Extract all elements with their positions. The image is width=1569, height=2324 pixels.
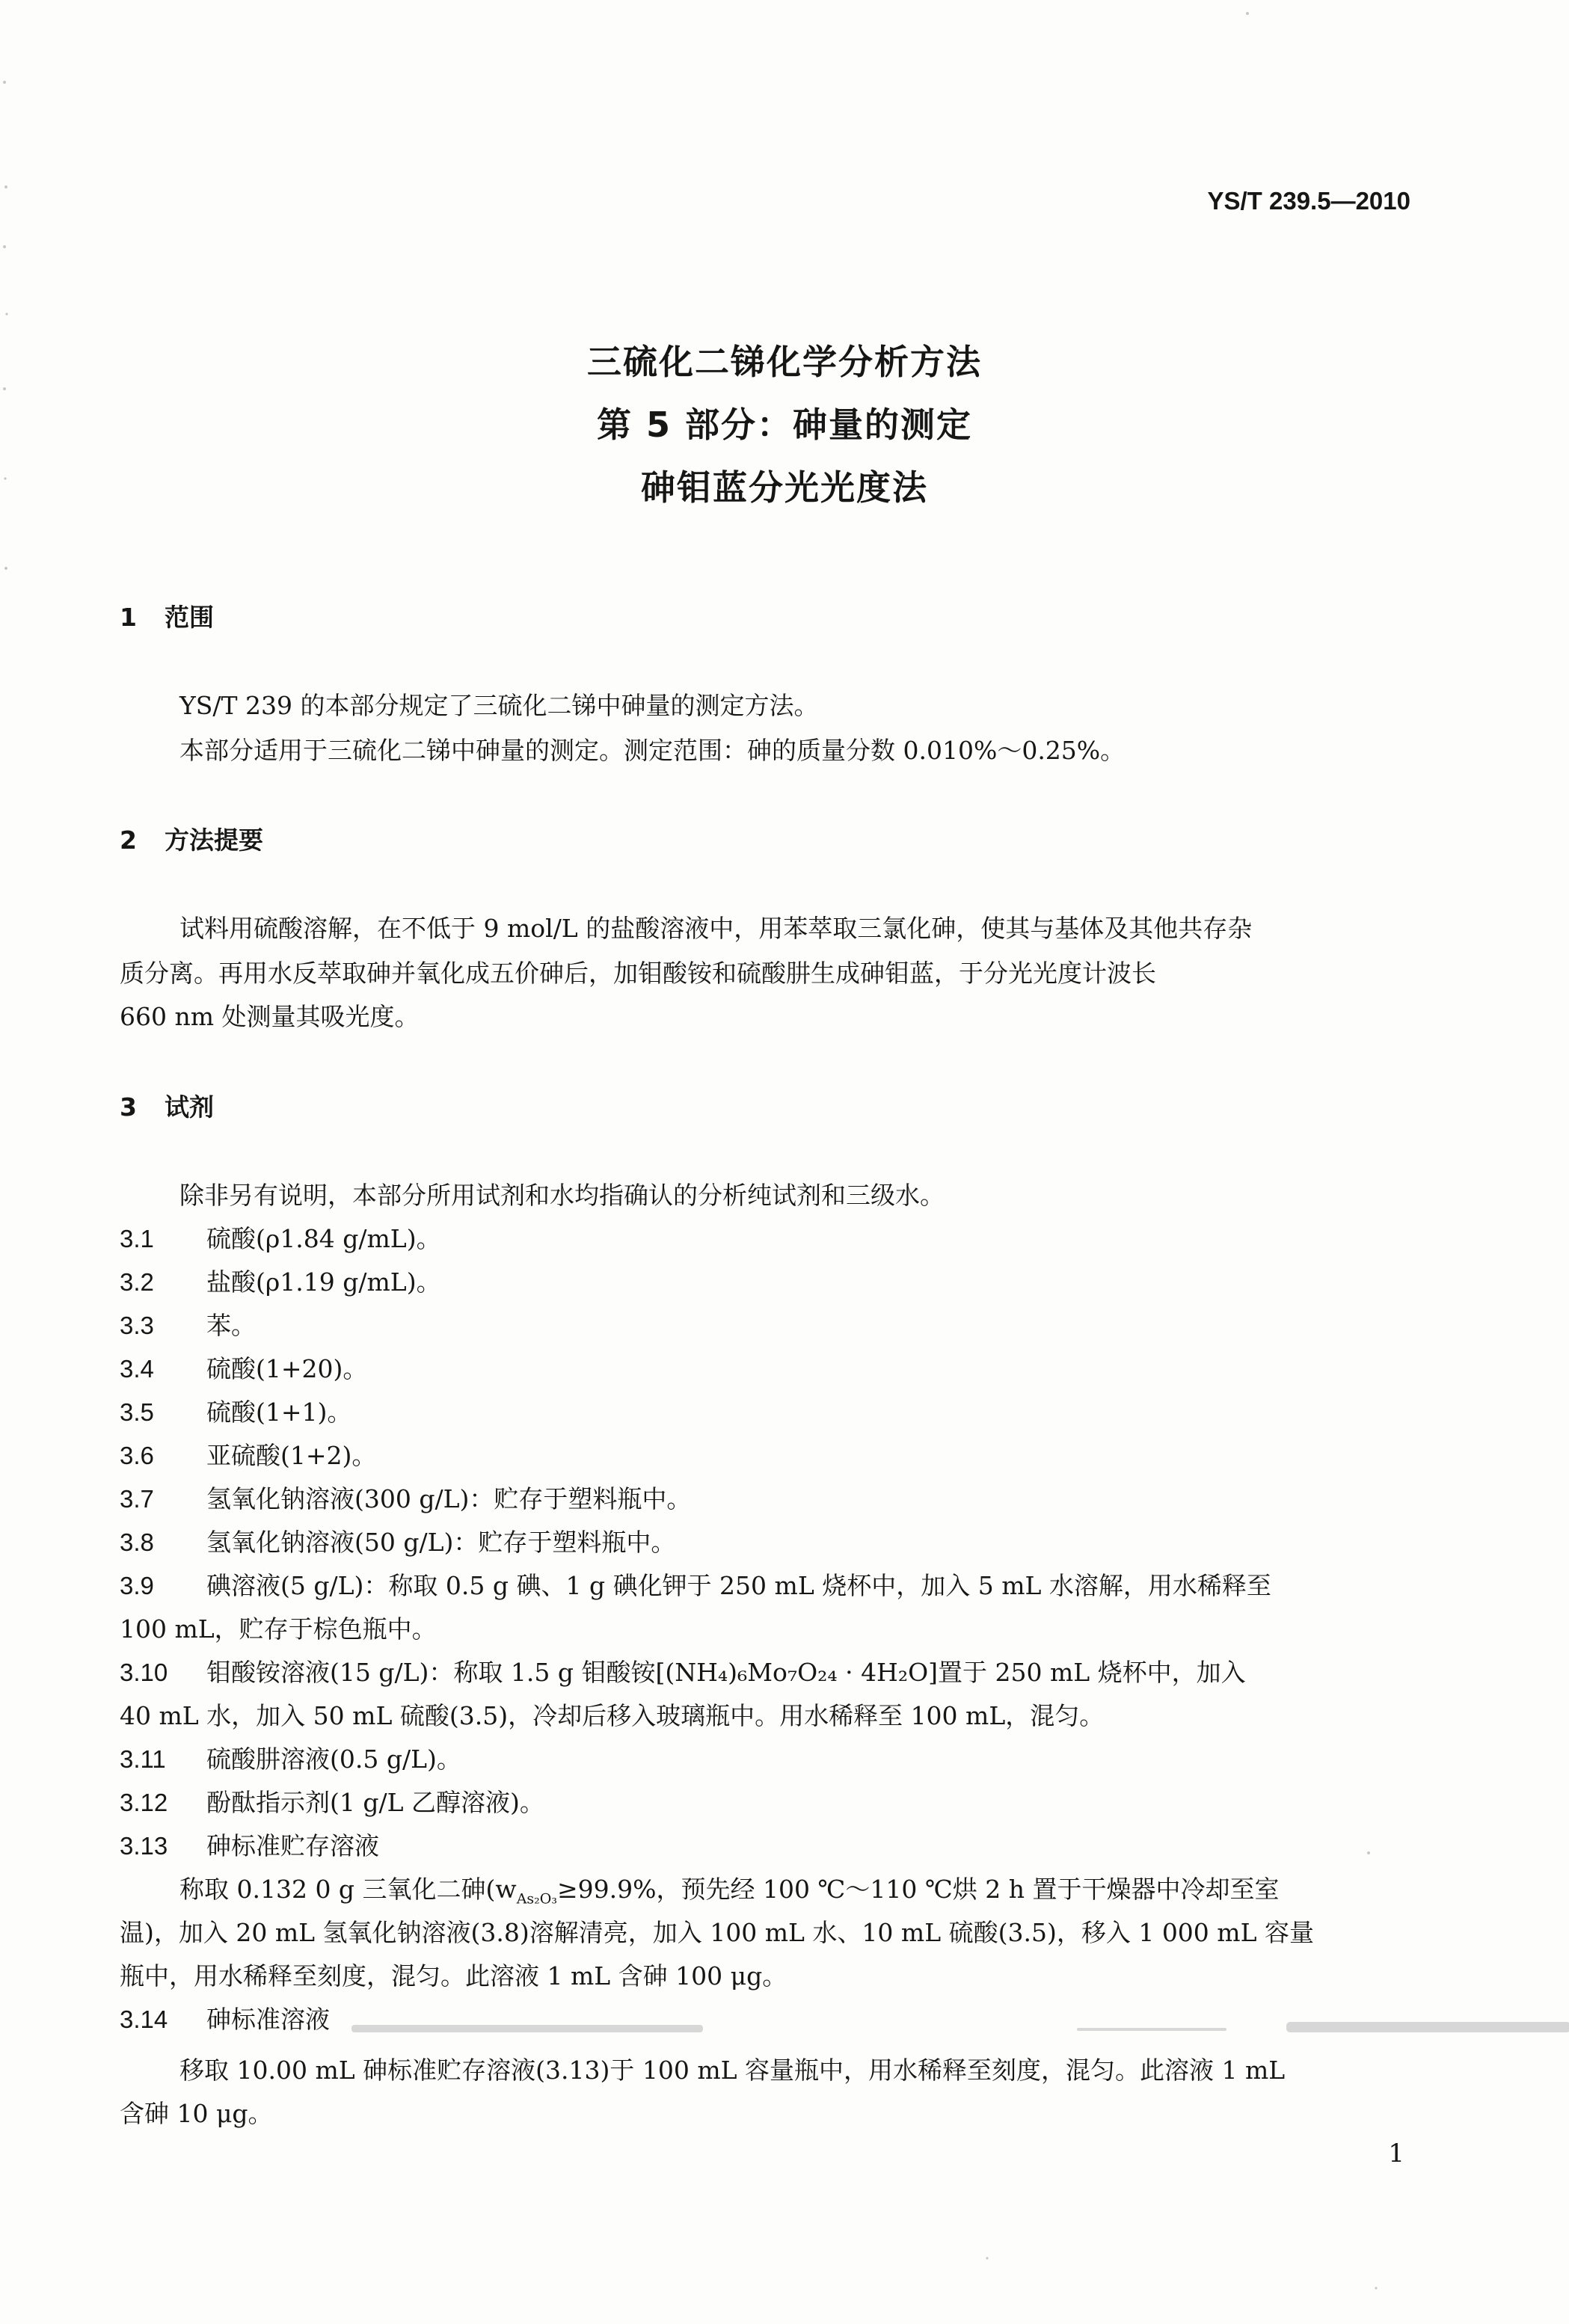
- paragraph-line: 温)，加入 20 mL 氢氧化钠溶液(3.8)溶解清亮，加入 100 mL 水、10 mL 硫酸(3.5)，移入 1 000 mL 容量: [120, 1918, 1314, 1947]
- item-text: 硫酸(1+20)。: [206, 1354, 368, 1383]
- document-title: 三硫化二锑化学分析方法: [587, 342, 982, 382]
- paragraph-line: 除非另有说明，本部分所用试剂和水均指确认的分析纯试剂和三级水。: [179, 1181, 945, 1210]
- paragraph-line: [179, 1870, 1279, 1908]
- reagent-item: [120, 1653, 1246, 1688]
- paragraph-line: 瓶中，用水稀释至刻度，混匀。此溶液 1 mL 含砷 100 μg。: [120, 1961, 787, 1991]
- section-1-heading: [120, 598, 214, 633]
- item-number: 3.2: [120, 1268, 154, 1296]
- reagent-item: [120, 1220, 441, 1255]
- reagent-item: [120, 1567, 1271, 1602]
- reagent-item: [120, 1306, 256, 1341]
- paragraph-line: 含砷 10 μg。: [120, 2099, 273, 2128]
- paragraph-line: 试料用硫酸溶解，在不低于 9 mol/L 的盐酸溶液中，用苯萃取三氯化砷，使其与基体及其他共存杂: [179, 914, 1253, 943]
- paragraph-line: 本部分适用于三硫化二锑中砷量的测定。测定范围：砷的质量分数 0.010%～0.25%。: [179, 736, 1126, 765]
- item-text: 硫酸(1+1)。: [206, 1398, 352, 1427]
- section-number: 2: [120, 826, 137, 855]
- paragraph-line: 移取 10.00 mL 砷标准贮存溶液(3.13)于 100 mL 容量瓶中，用水稀释至刻度，混匀。此溶液 1 mL: [179, 2056, 1286, 2085]
- reagent-item: [120, 1827, 379, 1862]
- reagent-item: [120, 1480, 691, 1515]
- paragraph-line: YS/T 239 的本部分规定了三硫化二锑中砷量的测定方法。: [179, 691, 819, 720]
- section-number: 3: [120, 1092, 137, 1122]
- item-text: 酚酞指示剂(1 g/L 乙醇溶液)。: [206, 1788, 544, 1817]
- standard-code: YS/T 239.5—2010: [1207, 187, 1410, 215]
- reagent-item: [120, 2000, 330, 2035]
- item-text: 钼酸铵溶液(15 g/L)：称取 1.5 g 钼酸铵[(NH₄)₆Mo₇O₂₄ · 4H₂O]置于 250 mL 烧杯中，加入: [206, 1658, 1246, 1687]
- reagent-item: [120, 1436, 376, 1472]
- section-3-heading: [120, 1088, 214, 1123]
- paragraph-line: 质分离。再用水反萃取砷并氧化成五价砷后，加钼酸铵和硫酸肼生成砷钼蓝，于分光光度计波长: [120, 959, 1156, 988]
- page-number: 1: [1388, 2139, 1404, 2168]
- section-number: 1: [120, 603, 137, 632]
- section-title: 范围: [165, 603, 214, 632]
- section-2-heading: [120, 821, 263, 856]
- item-text: 氢氧化钠溶液(50 g/L)：贮存于塑料瓶中。: [206, 1528, 676, 1557]
- paragraph-line: 100 mL，贮存于棕色瓶中。: [120, 1614, 437, 1644]
- section-title: 方法提要: [165, 826, 263, 855]
- item-number: 3.9: [120, 1572, 154, 1599]
- text-run: 称取 0.132 0 g 三氧化二砷(w: [179, 1875, 517, 1904]
- subscript: As₂O₃: [516, 1890, 557, 1908]
- item-number: 3.6: [120, 1442, 154, 1469]
- method-title: 砷钼蓝分光光度法: [641, 467, 928, 508]
- reagent-item: [120, 1393, 351, 1428]
- paragraph-line: 660 nm 处测量其吸光度。: [120, 1002, 420, 1031]
- item-text: 碘溶液(5 g/L)：称取 0.5 g 碘、1 g 碘化钾于 250 mL 烧杯中，加入 5 mL 水溶解，用水稀释至: [206, 1571, 1271, 1600]
- item-text: 苯。: [206, 1311, 256, 1340]
- reagent-item: [120, 1263, 441, 1298]
- item-number: 3.3: [120, 1312, 154, 1339]
- reagent-item: [120, 1523, 675, 1558]
- item-text: 砷标准溶液: [206, 2005, 330, 2034]
- document-subtitle: 第 5 部分：砷量的测定: [596, 405, 973, 445]
- reagent-item: [120, 1350, 367, 1385]
- item-number: 3.4: [120, 1355, 154, 1383]
- item-text: 硫酸肼溶液(0.5 g/L)。: [206, 1744, 461, 1774]
- item-number: 3.5: [120, 1398, 154, 1426]
- reagent-item: [120, 1740, 461, 1775]
- item-number: 3.11: [120, 1745, 166, 1773]
- paragraph-line: 40 mL 水，加入 50 mL 硫酸(3.5)，冷却后移入玻璃瓶中。用水稀释至 100 mL，混匀。: [120, 1701, 1105, 1730]
- item-text: 亚硫酸(1+2)。: [206, 1441, 377, 1470]
- item-text: 砷标准贮存溶液: [206, 1831, 379, 1860]
- item-number: 3.10: [120, 1659, 168, 1686]
- section-title: 试剂: [165, 1092, 214, 1122]
- text-run: ≥99.9%，预先经 100 ℃～110 ℃烘 2 h 置于干燥器中冷却至室: [556, 1875, 1280, 1904]
- item-number: 3.8: [120, 1528, 154, 1556]
- reagent-item: [120, 1783, 544, 1819]
- item-text: 氢氧化钠溶液(300 g/L)：贮存于塑料瓶中。: [206, 1484, 692, 1513]
- item-text: 盐酸(ρ1.19 g/mL)。: [206, 1267, 441, 1297]
- item-number: 3.12: [120, 1789, 168, 1816]
- item-text: 硫酸(ρ1.84 g/mL)。: [206, 1224, 441, 1253]
- item-number: 3.7: [120, 1485, 154, 1513]
- item-number: 3.1: [120, 1225, 154, 1252]
- item-number: 3.13: [120, 1832, 168, 1860]
- item-number: 3.14: [120, 2005, 168, 2033]
